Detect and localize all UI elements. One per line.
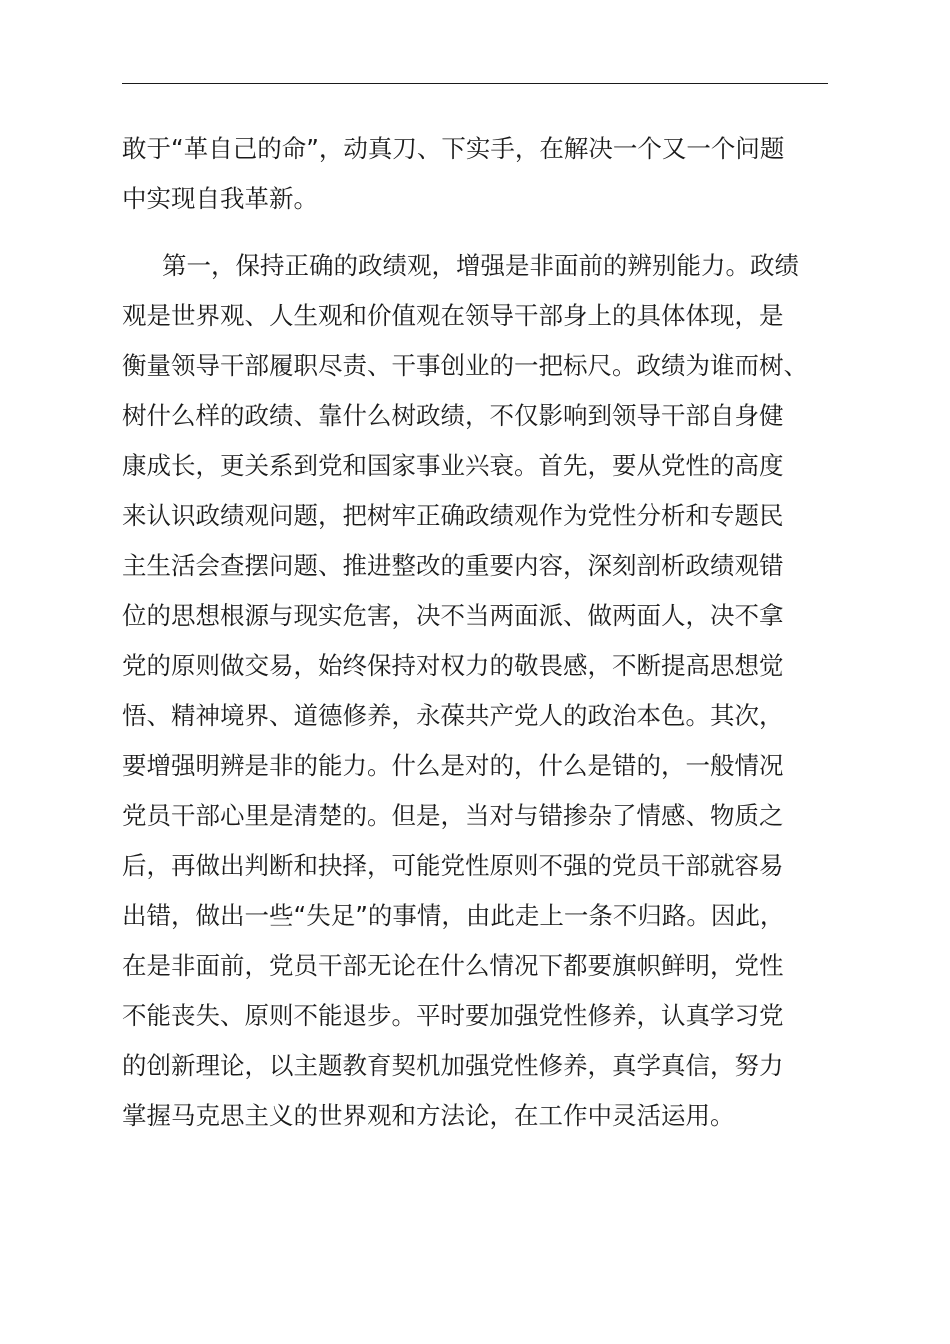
text-line: 不能丧失、原则不能退步。平时要加强党性修养，认真学习党 [122,1001,784,1030]
text-line: 后，再做出判断和抉择，可能党性原则不强的党员干部就容易 [122,851,784,880]
text-line: 敢于“革自己的命”，动真刀、下实手，在解决一个又一个问题 [122,134,785,163]
paragraph-spacer [122,224,834,241]
text-line: 的创新理论，以主题教育契机加强党性修养，真学真信，努力 [122,1051,784,1080]
header-rule [122,83,828,84]
text-line: 来认识政绩观问题，把树牢正确政绩观作为党性分析和专题民 [122,501,784,530]
body-text [122,124,834,1141]
text-line: 树什么样的政绩、靠什么树政绩，不仅影响到领导干部自身健 [122,401,784,430]
text-line: 位的思想根源与现实危害，决不当两面派、做两面人，决不拿 [122,601,784,630]
paragraph-1 [122,124,834,224]
text-line: 中实现自我革新。 [122,184,318,213]
text-line: 掌握马克思主义的世界观和方法论，在工作中灵活运用。 [122,1101,735,1130]
text-line: 在是非面前，党员干部无论在什么情况下都要旗帜鲜明，党性 [122,951,784,980]
text-line: 悟、精神境界、道德修养，永葆共产党人的政治本色。其次， [122,701,784,730]
text-line: 第一，保持正确的政绩观，增强是非面前的辨别能力。政绩 [162,251,799,280]
text-line: 要增强明辨是非的能力。什么是对的，什么是错的，一般情况 [122,751,784,780]
text-line: 出错，做出一些“失足”的事情，由此走上一条不归路。因此， [122,901,785,930]
text-line: 党员干部心里是清楚的。但是，当对与错掺杂了情感、物质之 [122,801,784,830]
text-line: 衡量领导干部履职尽责、干事创业的一把标尺。政绩为谁而树、 [122,351,808,380]
text-line: 党的原则做交易，始终保持对权力的敬畏感，不断提高思想觉 [122,651,784,680]
paragraph-2 [122,241,834,1141]
text-line: 主生活会查摆问题、推进整改的重要内容，深刻剖析政绩观错 [122,551,784,580]
text-line: 观是世界观、人生观和价值观在领导干部身上的具体体现，是 [122,301,784,330]
text-line: 康成长，更关系到党和国家事业兴衰。首先，要从党性的高度 [122,451,784,480]
